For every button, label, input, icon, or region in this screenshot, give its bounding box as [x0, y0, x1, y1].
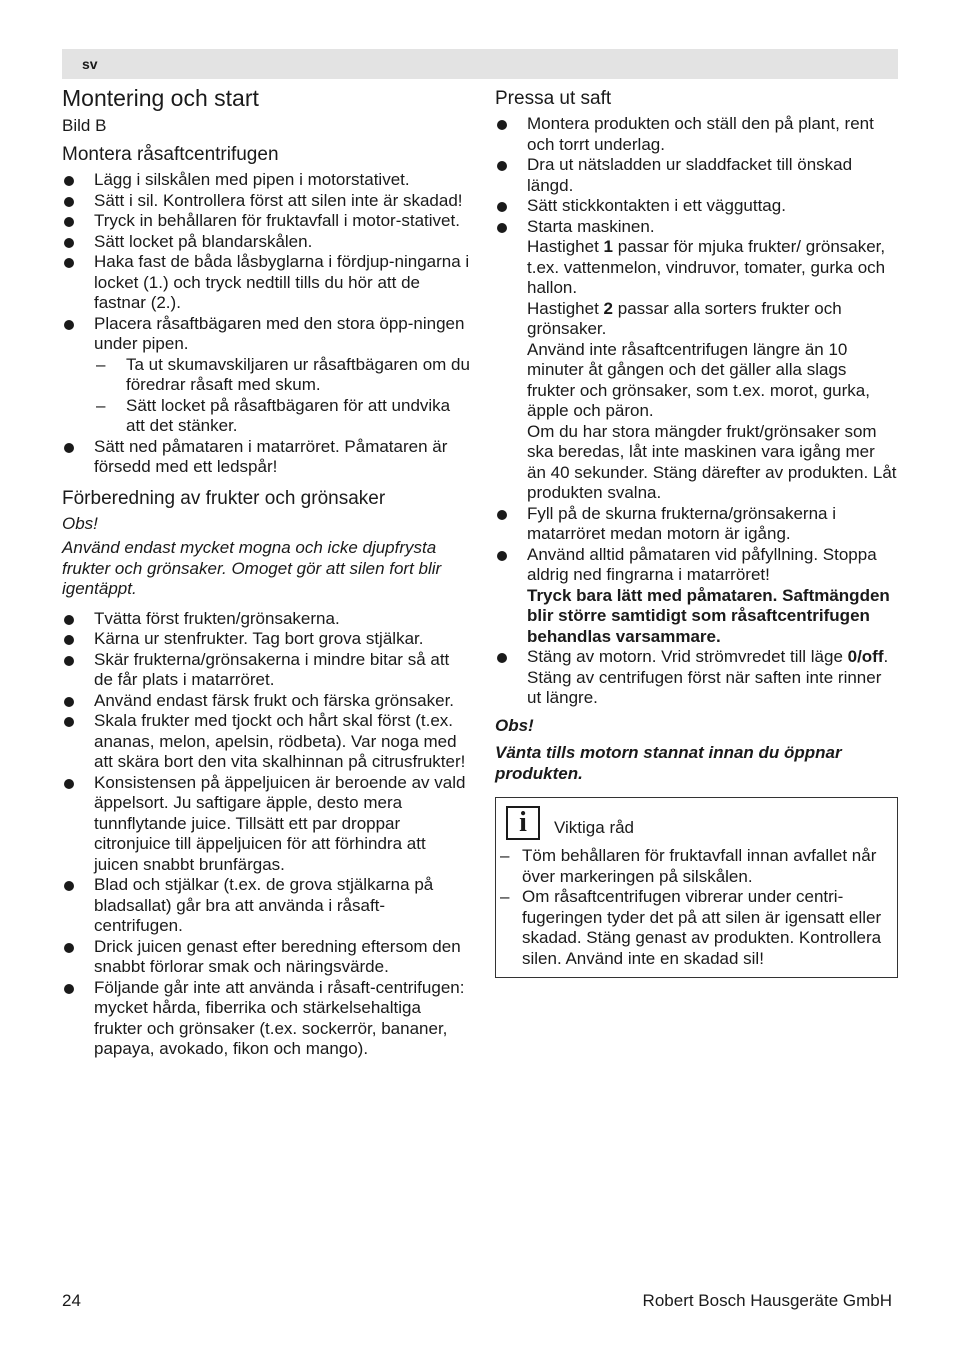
list-item: Följande går inte att använda i råsaft-centrifugen: mycket hårda, fiberrika och stärkelsehaltiga frukter och grönsaker (t.ex. sockerrör, bananer, papaya, avokado, fikon och mango). — [62, 978, 472, 1060]
subsection-title-mount: Montera råsaftcentrifugen — [62, 144, 279, 165]
obs-label: Obs! — [495, 715, 534, 735]
list-item: Sätt i sil. Kontrollera först att silen inte är skadad! — [62, 191, 472, 212]
right-column — [495, 82, 898, 978]
list-item: Använd endast färsk frukt och färska grönsaker. — [62, 691, 472, 712]
company-name: Robert Bosch Hausgeräte GmbH — [642, 1291, 892, 1310]
list-item: – Sätt locket på råsaftbägaren för att undvika att det stänker. — [94, 396, 472, 437]
section-title-juicing: Pressa ut saft — [495, 88, 612, 109]
list-item: Blad och stjälkar (t.ex. de grova stjälkarna på bladsallat) går bra att använda i råsaft-centrifugen. — [62, 875, 472, 937]
list-item: Lägg i silskålen med pipen i motorstativet. — [62, 170, 472, 191]
page-number: 24 — [62, 1291, 81, 1310]
list-item: Haka fast de båda låsbyglarna i fördjup-ningarna i locket (1.) och tryck nedtill tills du hör att de fastnar (2.). — [62, 252, 472, 314]
list-item: Skär frukterna/grönsakerna i mindre bitar så att de får plats i matarröret. — [62, 650, 472, 691]
list-item: Sätt ned påmataren i matarröret. Påmataren är försedd med ett ledspår! — [62, 437, 472, 478]
list-item: Fyll på de skurna frukterna/grönsakerna i matarröret medan motorn är igång. — [495, 504, 898, 545]
obs-text: Använd endast mycket mogna och icke djupfrysta frukter och grönsaker. Omoget gör att silen fort blir igentäppt. — [62, 538, 442, 598]
stop-motor-note: Stäng av centrifugen först när saften inte rinner ut längre. — [527, 667, 882, 707]
list-item — [62, 314, 472, 355]
list-item: Tvätta först frukten/grönsakerna. — [62, 609, 472, 630]
large-quantity-note: Om du har stora mängder frukt/grönsaker som ska beredas, låt inte maskinen vara igång mer än 40 sekunder. Stäng därefter av produkten. Låt produkten svalna. — [527, 421, 897, 502]
feeder-bold-text: Tryck bara lätt med påmataren. Saftmängden blir större samtidigt som råsaftcentrifugen behandlas varsammare. — [527, 585, 890, 646]
feeder-text: Använd alltid påmataren vid påfyllning. Stoppa aldrig ned fingrarna i matarröret! — [527, 544, 877, 584]
speed-1-note: Hastighet 1 passar för mjuka frukter/ grönsaker, t.ex. vattenmelon, vindruvor, tomater, gurka och hallon. — [527, 237, 886, 297]
list-item: – Töm behållaren för fruktavfall innan avfallet når över markeringen på silskålen. — [496, 846, 897, 887]
list-item: – Om råsaftcentrifugen vibrerar under centri-fugeringen tyder det på att silen är igensatt eller skadad. Stäng genast av produkten. Kontrollera silen. Använd inte en skadad sil! — [496, 887, 897, 969]
info-box-header — [496, 806, 897, 840]
list-item: Kärna ur stenfrukter. Tag bort grova stjälkar. — [62, 629, 472, 650]
info-i-icon: i — [506, 806, 540, 840]
list-item: Dra ut nätsladden ur sladdfacket till önskad längd. — [495, 155, 898, 196]
list-item-text: Placera råsaftbägaren med den stora öpp-ningen under pipen. — [94, 313, 465, 353]
list-item: Sätt locket på blandarskålen. — [62, 232, 472, 253]
usage-time-note: Använd inte råsaftcentrifugen längre än 10 minuter åt gången och det gäller alla slags frukter och grönsaker, som t.ex. morot, gurka, äpple och päron. — [527, 339, 870, 420]
list-item: Tryck in behållaren för fruktavfall i motor-stativet. — [62, 211, 472, 232]
obs-text: Vänta tills motorn stannat innan du öppnar produkten. — [495, 743, 842, 783]
figure-reference: Bild B — [62, 116, 107, 135]
mount-substeps-list — [62, 355, 472, 437]
list-item: Skala frukter med tjockt och hårt skal först (t.ex. ananas, melon, apelsin, rödbeta). Var noga med att skära bort den vita skalhinnan på citrusfrukter! — [62, 711, 472, 773]
start-step-text: Starta maskinen. — [527, 216, 655, 236]
juicing-steps-list — [495, 114, 898, 709]
list-item: Drick juicen genast efter beredning eftersom den snabbt förlorar smak och näringsvärde. — [62, 937, 472, 978]
mount-final-step — [62, 437, 472, 478]
list-item — [495, 545, 898, 648]
list-item — [495, 647, 898, 709]
list-item: Montera produkten och ställ den på plant, rent och torrt underlag. — [495, 114, 898, 155]
info-box-title: Viktiga råd — [554, 818, 635, 837]
list-item: Sätt stickkontakten i ett vägguttag. — [495, 196, 898, 217]
left-column — [62, 82, 472, 1060]
mount-steps-list — [62, 170, 472, 355]
info-box-list — [496, 846, 897, 969]
list-item — [495, 217, 898, 504]
obs-label: Obs! — [62, 513, 98, 533]
section-title-assembly: Montering och start — [62, 85, 259, 111]
preparation-list — [62, 609, 472, 1060]
subsection-title-preparation: Förberedning av frukter och grönsaker — [62, 487, 386, 509]
language-bar — [62, 49, 898, 79]
list-item: Konsistensen på äppeljuicen är beroende av vald äppelsort. Ju saftigare äpple, desto mera tunnflytande juice. Tillsätt ett par droppar citronjuice till äppeljuicen för att förhindra att juicen snabbt brunfärgas. — [62, 773, 472, 876]
speed-2-note: Hastighet 2 passar alla sorters frukter och grönsaker. — [527, 298, 842, 338]
list-item: – Ta ut skumavskiljaren ur råsaftbägaren om du föredrar råsaft med skum. — [94, 355, 472, 396]
language-code: sv — [82, 56, 98, 72]
stop-motor-text: Stäng av motorn. Vrid strömvredet till läge 0/off. — [527, 647, 889, 666]
important-advice-box — [495, 797, 898, 978]
